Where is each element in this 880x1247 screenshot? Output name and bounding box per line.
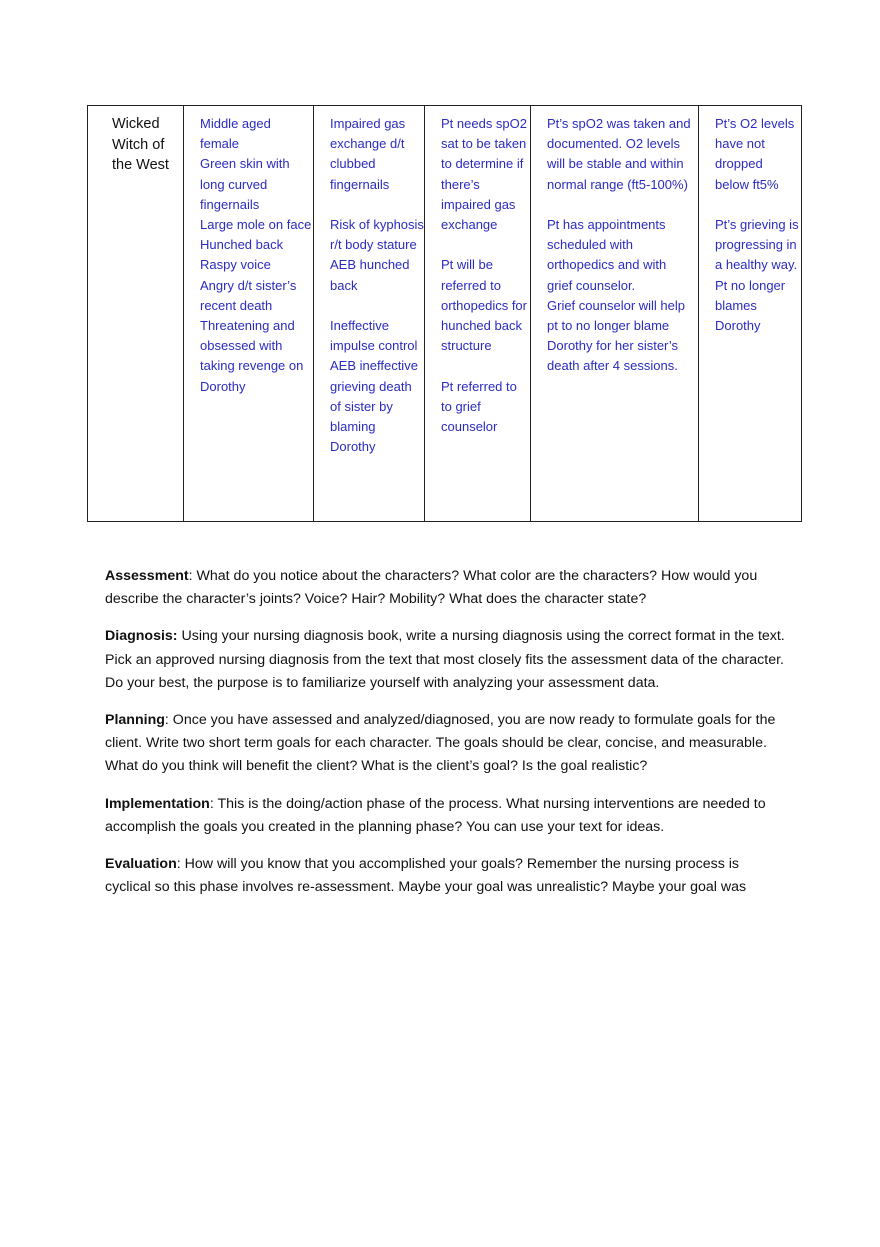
cell-line: sat to be taken xyxy=(441,136,527,152)
cell-line: obsessed with xyxy=(200,338,283,354)
paragraph-term: Diagnosis: xyxy=(105,628,178,645)
instructions-text xyxy=(105,565,785,913)
cell-line: Dorothy xyxy=(715,318,761,334)
cell-line xyxy=(547,195,698,215)
cell-line: Wicked xyxy=(112,116,160,132)
assessment-paragraph: Assessment: What do you notice about the characters? What color are the characters? How would you describe the character’s joints? Voice? Hair? Mobility? What does the character state? xyxy=(105,568,758,608)
cell-line: there’s xyxy=(441,176,480,192)
cell-line: grief counselor. xyxy=(547,277,636,293)
cell-line: pt to no longer blame xyxy=(547,318,670,334)
cell-line: below ft5% xyxy=(715,176,779,192)
cell-line: clubbed xyxy=(330,156,376,172)
paragraph-body: This is the doing/action phase of the process. What nursing interventions are needed to accomplish the goals you created in the planning phase? You can use your text for ideas. xyxy=(105,795,766,835)
cell-line: Pt needs spO2 xyxy=(441,116,527,131)
cell-line xyxy=(330,296,424,316)
cell-line: Dorothy for her sister’s xyxy=(547,338,679,354)
cell-line: Pt will be xyxy=(441,257,494,273)
cell-line xyxy=(441,356,530,376)
cell-line: a healthy way. xyxy=(715,257,798,273)
cell-line: Large mole on face xyxy=(200,217,312,233)
cell-line: referred to xyxy=(441,277,501,293)
cell-line: death after 4 sessions. xyxy=(547,358,678,374)
cell-line: hunched back xyxy=(441,318,522,334)
cell-line: of sister by xyxy=(330,398,393,414)
cell-line: AEB ineffective xyxy=(330,358,418,374)
paragraph-body: How will you know that you accomplished your goals? Remember the nursing process is cyclical so this phase involves re-assessment. Maybe your goal was unrealistic? Maybe your goal was xyxy=(105,856,747,896)
cell-line: orthopedics for xyxy=(441,297,527,313)
paragraph-body: What do you notice about the characters? What color are the characters? How would you describe the character’s joints? Voice? Hair? Mobility? What does the character state? xyxy=(105,568,758,608)
cell-line: Pt has appointments xyxy=(547,217,666,232)
care-plan-table xyxy=(87,105,802,522)
paragraph-body: Once you have assessed and analyzed/diagnosed, you are now ready to formulate goals for the client. Write two short term goals for each character. The goals should be clear, concise, and measurable. What do you think will benefit the client? What is the client’s goal? Is the goal realistic? xyxy=(105,712,776,775)
cell-line: fingernails xyxy=(200,196,260,212)
cell-line: dropped xyxy=(715,156,763,172)
cell-line: the West xyxy=(112,157,169,173)
cell-line xyxy=(715,195,801,215)
cell-line: Middle aged xyxy=(200,116,271,131)
cell-line: Pt’s spO2 was taken and xyxy=(547,116,691,131)
cell-line: long curved xyxy=(200,176,268,192)
cell-line: taking revenge on xyxy=(200,358,304,374)
paragraph-term: Evaluation xyxy=(105,856,177,873)
cell-line: blames xyxy=(715,297,757,313)
paragraph-body: Using your nursing diagnosis book, write a nursing diagnosis using the correct format in the text. Pick an approved nursing diagnosis from the text that most closely fits the assessment data of the character. Do your best, the purpose is to familiarize yourself with analyzing your assessment data. xyxy=(105,628,785,691)
paragraph-term: Implementation xyxy=(105,795,210,812)
cell-line: Pt referred to xyxy=(441,378,517,394)
cell-line: back xyxy=(330,277,358,293)
cell-line: progressing in xyxy=(715,237,797,253)
cell-line: blaming xyxy=(330,419,376,435)
cell-line: Witch of xyxy=(112,136,165,153)
evaluation-cell xyxy=(699,106,802,522)
cell-line: recent death xyxy=(200,297,273,313)
cell-line: will be stable and within xyxy=(547,156,684,172)
cell-line: orthopedics and with xyxy=(547,257,667,273)
implementation-paragraph: Implementation: This is the doing/action phase of the process. What nursing interventions are needed to accomplish the goals you created in the planning phase? You can use your text for ideas. xyxy=(105,795,766,835)
paragraph-term: Planning xyxy=(105,712,165,729)
cell-line: Ineffective xyxy=(330,318,390,333)
cell-line xyxy=(441,235,530,255)
cell-line: AEB hunched xyxy=(330,257,410,273)
cell-line: exchange d/t xyxy=(330,136,405,152)
cell-line: Pt’s grieving is xyxy=(715,217,799,232)
implementation-cell xyxy=(531,106,699,522)
cell-line: Dorothy xyxy=(200,378,246,394)
cell-line: counselor xyxy=(441,419,498,435)
cell-line: fingernails xyxy=(330,176,390,192)
cell-line: to grief xyxy=(441,398,481,414)
cell-line: Dorothy xyxy=(330,439,376,455)
planning-paragraph: Planning: Once you have assessed and analyzed/diagnosed, you are now ready to formulate goals for the client. Write two short term goals for each character. The goals should be clear, concise, and measurable. What do you think will benefit the client? What is the client’s goal? Is the goal realistic? xyxy=(105,712,776,775)
planning-cell xyxy=(425,106,531,522)
cell-line: Impaired gas xyxy=(330,116,406,131)
cell-line: impulse control xyxy=(330,338,418,354)
diagnosis-cell xyxy=(314,106,425,522)
cell-line xyxy=(330,195,424,215)
cell-line: Raspy voice xyxy=(200,257,271,273)
cell-line: Hunched back xyxy=(200,237,284,253)
assessment-cell xyxy=(184,106,314,522)
diagnosis-paragraph xyxy=(105,625,785,695)
cell-line: Green skin with xyxy=(200,156,290,172)
cell-line: female xyxy=(200,136,240,152)
cell-line: normal range (ft5-100%) xyxy=(547,176,688,192)
cell-line: to determine if xyxy=(441,156,524,172)
care-plan-row xyxy=(88,106,802,522)
cell-line: grieving death xyxy=(330,378,412,394)
cell-line: documented. O2 levels xyxy=(547,136,680,152)
cell-line: Threatening and xyxy=(200,318,295,334)
evaluation-paragraph: Evaluation: How will you know that you accomplished your goals? Remember the nursing process is cyclical so this phase involves re-assessment. Maybe your goal was unrealistic? Maybe your goal was xyxy=(105,856,747,896)
cell-line: impaired gas xyxy=(441,196,516,212)
cell-line: Grief counselor will help xyxy=(547,297,686,313)
paragraph-term: Assessment xyxy=(105,568,189,584)
cell-line: exchange xyxy=(441,217,498,233)
cell-line: scheduled with xyxy=(547,237,633,253)
cell-line: Pt no longer xyxy=(715,277,786,293)
cell-line: have not xyxy=(715,136,765,152)
cell-line: Pt’s O2 levels xyxy=(715,116,795,131)
cell-line: structure xyxy=(441,338,492,354)
character-cell xyxy=(88,106,184,522)
cell-line: Angry d/t sister’s xyxy=(200,277,297,293)
cell-line: r/t body stature xyxy=(330,237,417,253)
cell-line: Risk of kyphosis xyxy=(330,217,424,232)
